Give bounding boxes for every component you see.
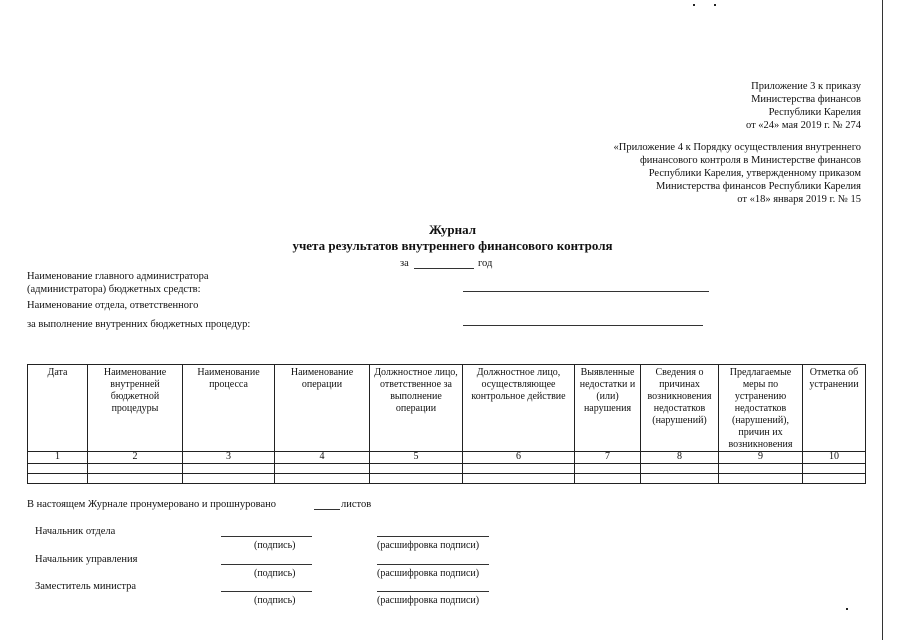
header-causes: Сведения о причинах возникновения недостатков (нарушений) <box>641 365 719 452</box>
journal-table <box>27 364 866 484</box>
document-subtitle: учета результатов внутреннего финансового контроля <box>292 238 613 253</box>
column-number: 3 <box>183 452 275 464</box>
numbered-statement: В настоящем Журнале пронумеровано и прошнуровано <box>27 499 277 510</box>
column-number: 9 <box>719 452 803 464</box>
column-number: 8 <box>641 452 719 464</box>
column-number: 2 <box>88 452 183 464</box>
header-control-person: Должностное лицо, осуществляющее контрольное действие <box>463 365 575 452</box>
signature-decode-line <box>377 591 489 592</box>
column-number: 7 <box>575 452 641 464</box>
signature-role: Заместитель министра <box>35 581 137 592</box>
signature-line <box>221 536 312 537</box>
scan-speck <box>714 4 716 6</box>
signature-role: Начальник отдела <box>35 526 116 537</box>
scan-speck <box>846 608 848 610</box>
header-violations: Выявленные недостатки и (или) нарушения <box>575 365 641 452</box>
appendix-procedure-block <box>613 141 861 206</box>
signature-decode-line <box>377 564 489 565</box>
year-suffix: год <box>478 258 493 269</box>
header-elimination-mark: Отметка об устранении <box>803 365 866 452</box>
appendix-procedure-line: финансового контроля в Министерстве финансов <box>639 155 861 166</box>
header-measures: Предлагаемые меры по устранению недостатков (нарушений), причин их возникновения <box>719 365 803 452</box>
signature-caption: (подпись) <box>254 540 296 551</box>
signature-line <box>221 564 312 565</box>
appendix-procedure-line: Министерства финансов Республики Карелия <box>656 181 861 192</box>
signature-role: Начальник управления <box>35 554 138 565</box>
year-prefix: за <box>400 258 409 269</box>
header-date: Дата <box>28 365 88 452</box>
appendix-procedure-line: «Приложение 4 к Порядку осуществления внутреннего <box>613 142 861 153</box>
admin-label-line2: (администратора) бюджетных средств: <box>27 284 201 295</box>
year-blank-line <box>414 268 474 269</box>
header-responsible-person: Должностное лицо, ответственное за выполнение операции <box>370 365 463 452</box>
document-title: Журнал <box>429 222 476 237</box>
appendix-order-line: Приложение 3 к приказу <box>751 81 861 92</box>
dept-label-line2: за выполнение внутренних бюджетных процедур: <box>27 319 251 330</box>
column-number: 1 <box>28 452 88 464</box>
column-number: 4 <box>275 452 370 464</box>
appendix-procedure-line: Республики Карелия, утвержденному приказом <box>648 168 861 179</box>
dept-blank-line <box>463 325 703 326</box>
column-number: 10 <box>803 452 866 464</box>
sheets-blank-line <box>314 509 340 510</box>
appendix-procedure-line: от «18» января 2019 г. № 15 <box>737 194 861 205</box>
signature-line <box>221 591 312 592</box>
admin-blank-line <box>463 291 709 292</box>
header-procedure: Наименование внутренней бюджетной процедуры <box>88 365 183 452</box>
header-process: Наименование процесса <box>183 365 275 452</box>
appendix-order-line: Республики Карелия <box>768 107 861 118</box>
signature-caption: (подпись) <box>254 595 296 606</box>
signature-decode-caption: (расшифровка подписи) <box>377 540 480 551</box>
appendix-order-line: Министерства финансов <box>751 94 861 105</box>
signature-caption: (подпись) <box>254 568 296 579</box>
signature-decode-line <box>377 536 489 537</box>
header-operation: Наименование операции <box>275 365 370 452</box>
column-number: 5 <box>370 452 463 464</box>
scan-speck <box>693 4 695 6</box>
signature-decode-caption: (расшифровка подписи) <box>377 595 480 606</box>
table-row <box>28 474 866 484</box>
column-number: 6 <box>463 452 575 464</box>
admin-label-line1: Наименование главного администратора <box>27 271 209 282</box>
dept-label-line1: Наименование отдела, ответственного <box>27 300 199 311</box>
scan-edge-line <box>882 0 883 640</box>
appendix-order-block <box>746 80 861 132</box>
table-row <box>28 464 866 474</box>
signature-decode-caption: (расшифровка подписи) <box>377 568 480 579</box>
appendix-order-line: от «24» мая 2019 г. № 274 <box>745 120 861 131</box>
sheets-label: листов <box>341 499 372 510</box>
